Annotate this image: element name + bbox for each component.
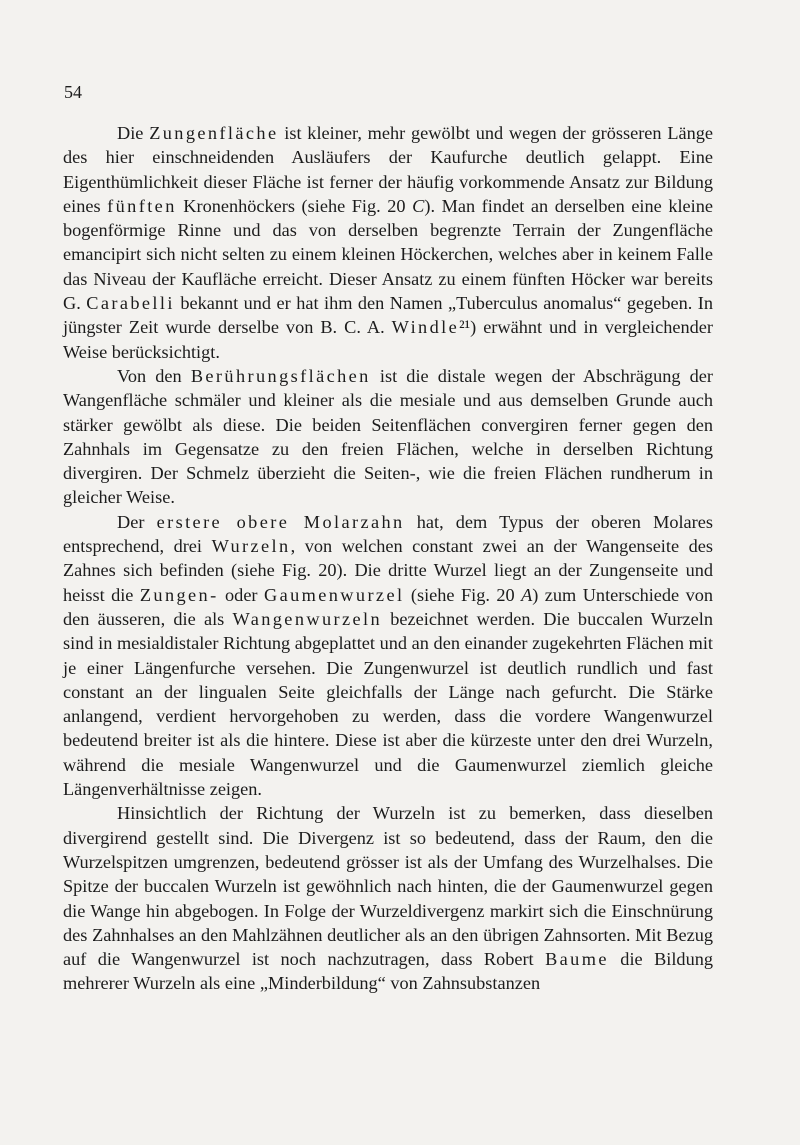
text-run: fünften	[107, 195, 177, 216]
paragraph	[63, 364, 713, 510]
text-run: Windle	[391, 317, 460, 338]
text-run: bekannt und er hat ihm den Namen „Tuberculus anomalus“ gegeben. In jüngster Zeit wurde derselbe von B. C. A.	[63, 293, 714, 338]
text-run: C	[412, 195, 425, 216]
text-run: , von welchen constant zwei an der Wangenseite des Zahnes sich befinden (siehe Fig. 20). Die dritte Wurzel liegt an der Zungenseite und heisst die	[63, 536, 714, 605]
text-run: (siehe Fig. 20	[404, 584, 522, 605]
text-run: Zungen-	[139, 584, 219, 605]
text-run: A	[521, 584, 533, 605]
text-run: Die	[117, 123, 150, 143]
text-run: ²¹) erwähnt und in vergleichender Weise berücksichtigt.	[63, 317, 713, 362]
text-run: Gaumenwurzel	[263, 584, 405, 605]
text-run: bezeichnet werden. Die buccalen Wurzeln sind in mesialdistaler Richtung abgeplattet und an den einander zugekehrten Flächen mit je einer Längenfurche versehen. Die Zungenwurzel ist deutlich rundlich und fast constant an der lingualen Seite gleichfalls der Länge nach gefurcht. Die Stärke anlangend, verdient hervorgehoben zu werden, dass die vordere Wangenwurzel bedeutend breiter ist als die hintere. Diese ist aber die kürzeste unter den drei Wurzeln, während die mesiale Wangenwurzel und die Gaumenwurzel ziemlich gleiche Längenverhältnisse zeigen.	[63, 608, 713, 800]
text-run: die Bildung mehrerer Wurzeln als eine „Minderbildung“ von Zahnsubstanzen	[63, 949, 713, 994]
text-run: ist kleiner, mehr gewölbt und wegen der grösseren Länge des hier einschneidenden Ausläufers der Kaufurche deutlich gelappt. Eine Eigenthümlichkeit dieser Fläche ist ferner der häufig vorkommende Ansatz zur Bildung eines	[63, 123, 714, 216]
text-run: Wangenwurzeln	[232, 608, 383, 629]
text-run: Berührungsflächen	[190, 365, 371, 386]
paragraph	[63, 121, 713, 364]
text-run: Hinsichtlich der Richtung der Wurzeln ist zu bemerken, dass dieselben divergirend gestellt sind. Die Divergenz ist so bedeutend, dass der Raum, den die Wurzelspitzen umgrenzen, bedeutend grösser ist als der Umfang des Wurzelhalses. Die Spitze der buccalen Wurzeln ist gewöhnlich nach hinten, die der Gaumenwurzel gegen die Wange hin abgebogen. In Folge der Wurzeldivergenz markirt sich die Einschnürung des Zahnhalses an den Mahlzähnen deutlicher als an den übrigen Zahnsorten. Mit Bezug auf die Wangenwurzel ist noch nachzutragen, dass Robert	[63, 803, 713, 970]
text-run: ) zum Unterschiede von den äusseren, die als	[63, 584, 714, 629]
text-run: ist die distale wegen der Abschrägung der Wangenfläche schmäler und kleiner als die mesiale und aus demselben Grunde auch stärker gewölbt als diese. Die beiden Seitenflächen convergiren ferner gegen den Zahnhals im Gegensatze zu den freien Flächen, welche in derselben Richtung divergiren. Der Schmelz überzieht die Seiten-, wie die freien Flächen rundherum in gleicher Weise.	[63, 365, 713, 508]
paragraph	[63, 510, 713, 802]
text-run: ). Man findet an derselben eine kleine bogenförmige Rinne und das von derselben begrenzte Terrain der Zungenfläche emancipirt sich nicht selten zu einem kleinen Höckerchen, welches aber in keinem Falle das Niveau der Kaufläche erreicht. Dieser Ansatz zu einem fünften Höcker war bereits G.	[63, 195, 713, 314]
page-number: 54	[64, 82, 82, 102]
text-run: Carabelli	[86, 293, 175, 314]
text-run: oder	[218, 584, 264, 605]
text-run: erstere obere Molarzahn	[156, 511, 405, 532]
text-run: hat, dem Typus der oberen Molares entsprechend, drei	[63, 511, 713, 557]
text-run: Baume	[545, 949, 609, 970]
paragraph	[63, 801, 713, 995]
text-run: Kronenhöckers (siehe Fig. 20	[176, 195, 413, 216]
text-run: Zungenfläche	[149, 123, 279, 143]
text-run: Wurzeln	[211, 536, 291, 557]
body-text	[63, 121, 713, 996]
text-run: Der	[117, 511, 157, 532]
text-run: Von den	[117, 365, 191, 386]
